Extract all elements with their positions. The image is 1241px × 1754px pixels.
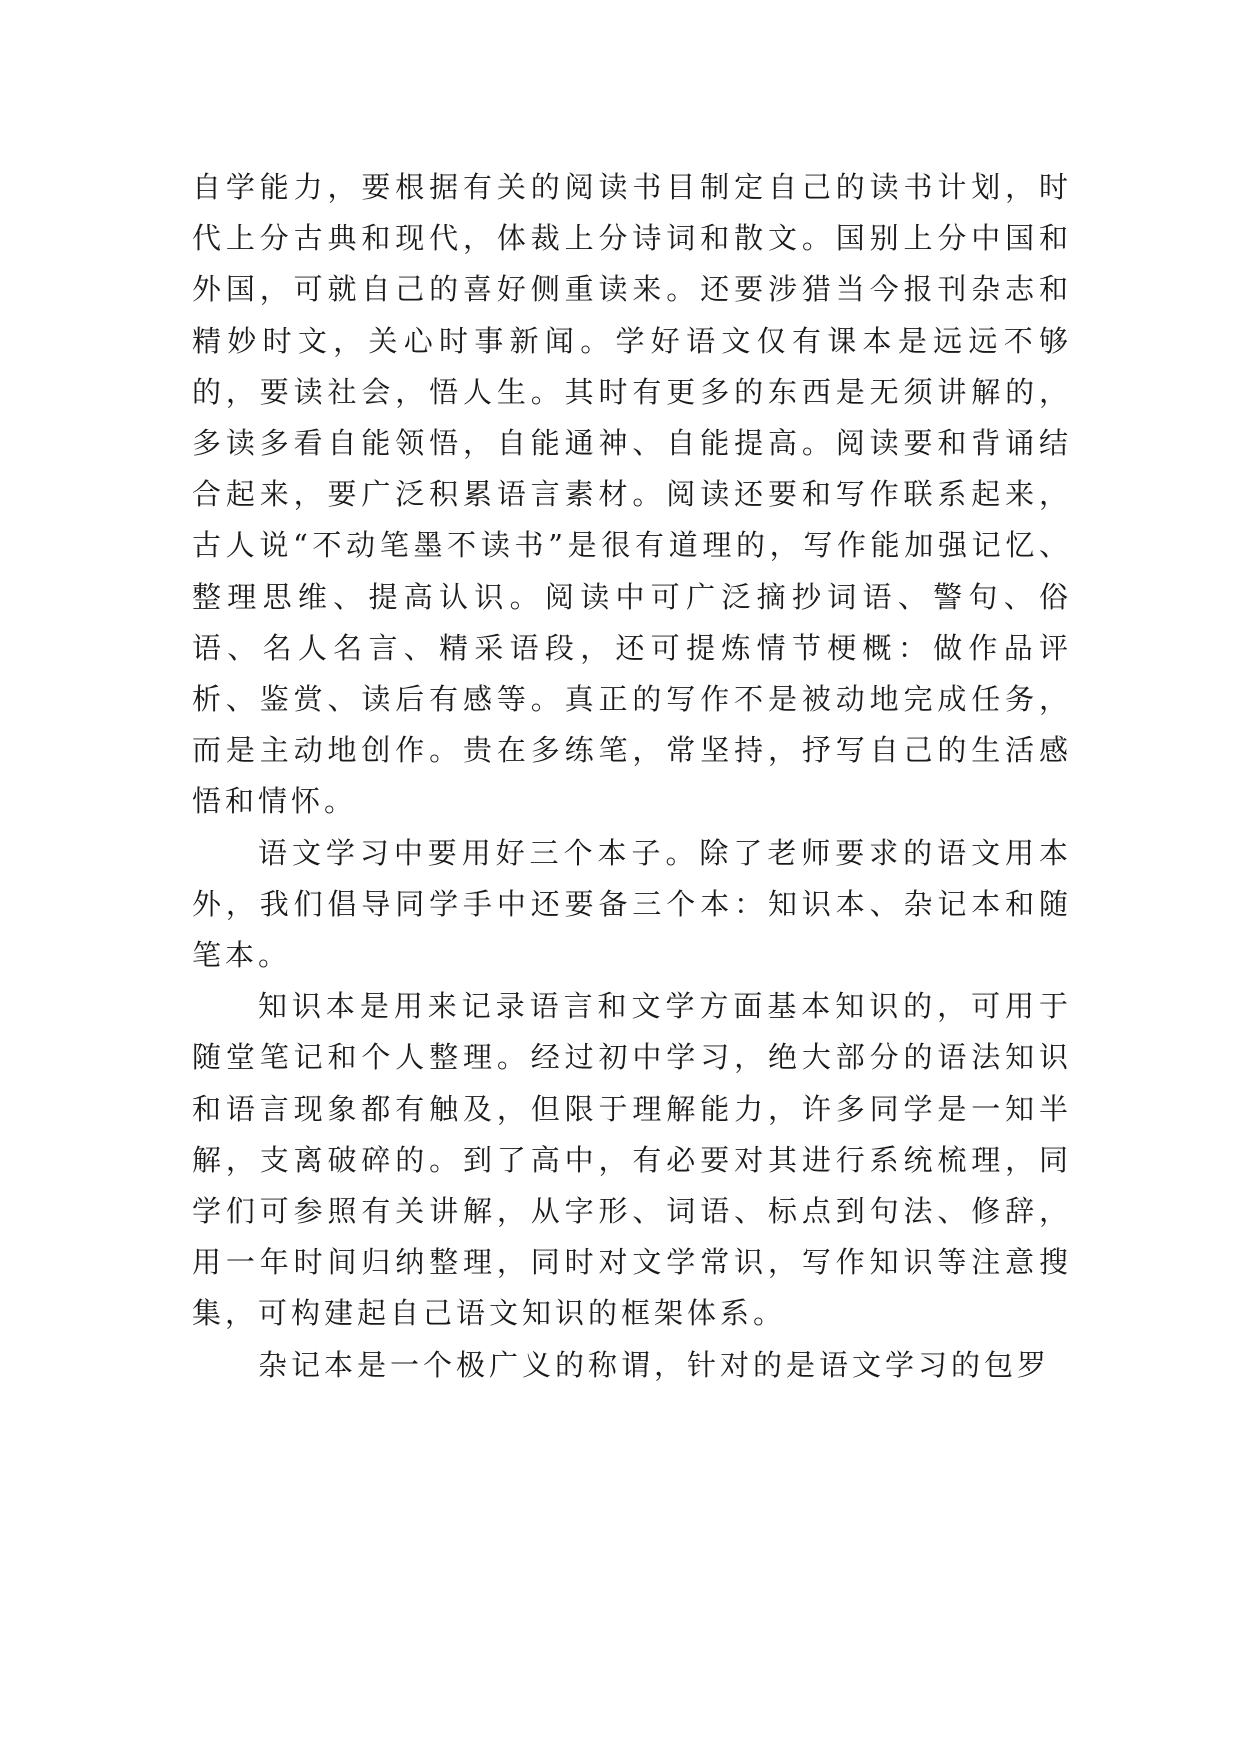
document-body	[192, 162, 1072, 1391]
paragraph-4: 杂记本是一个极广义的称谓，针对的是语文学习的包罗	[258, 1347, 1051, 1382]
paragraph-1: 自学能力，要根据有关的阅读书目制定自己的读书计划，时代上分古典和现代，体裁上分诗词和散文。国别上分中国和外国，可就自己的喜好侧重读来。还要涉猎当今报刊杂志和精妙时文，关心时事新闻。学好语文仅有课本是远远不够的，要读社会，悟人生。其时有更多的东西是无须讲解的，多读多看自能领悟，自能通神、自能提高。阅读要和背诵结合起来，要广泛积累语言素材。阅读还要和写作联系起来，古人说“不动笔墨不读书”是很有道理的，写作能加强记忆、整理思维、提高认识。阅读中可广泛摘抄词语、警句、俗语、名人名言、精采语段，还可提炼情节梗概：做作品评析、鉴赏、读后有感等。真正的写作不是被动地完成任务，而是主动地创作。贵在多练笔，常坚持，抒写自己的生活感悟和情怀。	[192, 170, 1072, 819]
paragraph-2: 语文学习中要用好三个本子。除了老师要求的语文用本外，我们倡导同学手中还要备三个本：知识本、杂记本和随笔本。	[192, 835, 1072, 973]
paragraph-3: 知识本是用来记录语言和文学方面基本知识的，可用于随堂笔记和个人整理。经过初中学习，绝大部分的语法知识和语言现象都有触及，但限于理解能力，许多同学是一知半解，支离破碎的。到了高中，有必要对其进行系统梳理，同学们可参照有关讲解，从字形、词语、标点到句法、修辞，用一年时间归纳整理，同时对文学常识，写作知识等注意搜集，可构建起自己语文知识的框架体系。	[192, 989, 1072, 1331]
